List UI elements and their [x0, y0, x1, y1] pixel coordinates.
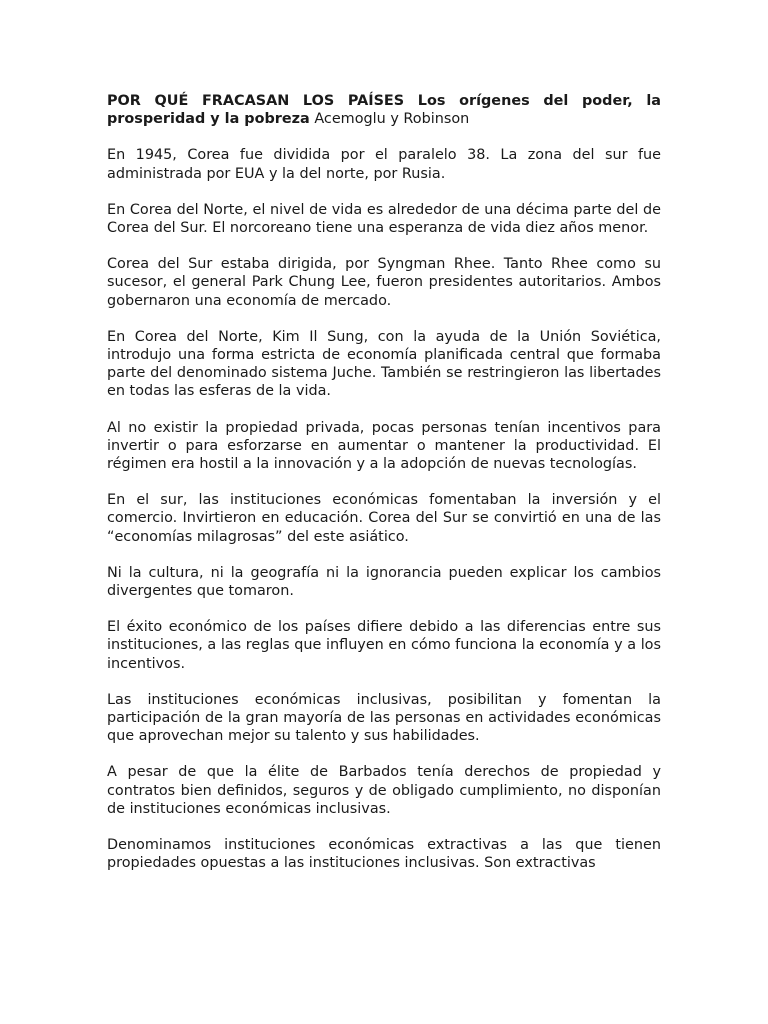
- paragraph-9: Las instituciones económicas inclusivas, posibilitan y fomentan la participación de la gran mayoría de las personas en actividades económicas que aprovechan mejor su talento y sus habilidades.: [107, 691, 661, 745]
- paragraph-1: En 1945, Corea fue dividida por el paralelo 38. La zona del sur fue administrada por EUA y la del norte, por Rusia.: [107, 147, 661, 182]
- paragraph-8: El éxito económico de los países difiere debido a las diferencias entre sus instituciones, a las reglas que influyen en cómo funciona la economía y a los incentivos.: [107, 619, 661, 672]
- paragraph-7: Ni la cultura, ni la geografía ni la ignorancia pueden explicar los cambios divergentes que tomaron.: [107, 564, 661, 600]
- paragraph-11: Denominamos instituciones económicas extractivas a las que tienen propiedades opuestas a las instituciones inclusivas. Son extractivas: [107, 837, 661, 872]
- paragraph-6: En el sur, las instituciones económicas fomentaban la inversión y el comercio. Invirtieron en educación. Corea del Sur se convirtió en una de las “economías milagrosas” del este asiático.: [107, 492, 661, 545]
- paragraph-2: En Corea del Norte, el nivel de vida es alrededor de una décima parte del de Corea del Sur. El norcoreano tiene una esperanza de vida diez años menor.: [107, 201, 661, 237]
- document-heading: [107, 92, 661, 128]
- document-page: [107, 92, 661, 891]
- paragraph-4: En Corea del Norte, Kim Il Sung, con la ayuda de la Unión Soviética, introdujo una forma estricta de economía planificada central que formaba parte del denominado sistema Juche. También se restringieron las libertades en todas las esferas de la vida.: [107, 328, 661, 400]
- document-authors: Acemoglu y Robinson: [314, 111, 470, 128]
- document-title: POR QUÉ FRACASAN LOS PAÍSES Los orígenes del poder, la prosperidad y la pobreza: [107, 93, 661, 128]
- paragraph-5: Al no existir la propiedad privada, pocas personas tenían incentivos para invertir o para esforzarse en aumentar o mantener la productividad. El régimen era hostil a la innovación y a la adopción de nuevas tecnologías.: [107, 419, 661, 473]
- paragraph-10: A pesar de que la élite de Barbados tenía derechos de propiedad y contratos bien definidos, seguros y de obligado cumplimiento, no disponían de instituciones económicas inclusivas.: [107, 764, 661, 817]
- paragraph-3: Corea del Sur estaba dirigida, por Syngman Rhee. Tanto Rhee como su sucesor, el general Park Chung Lee, fueron presidentes autoritarios. Ambos gobernaron una economía de mercado.: [107, 256, 661, 309]
